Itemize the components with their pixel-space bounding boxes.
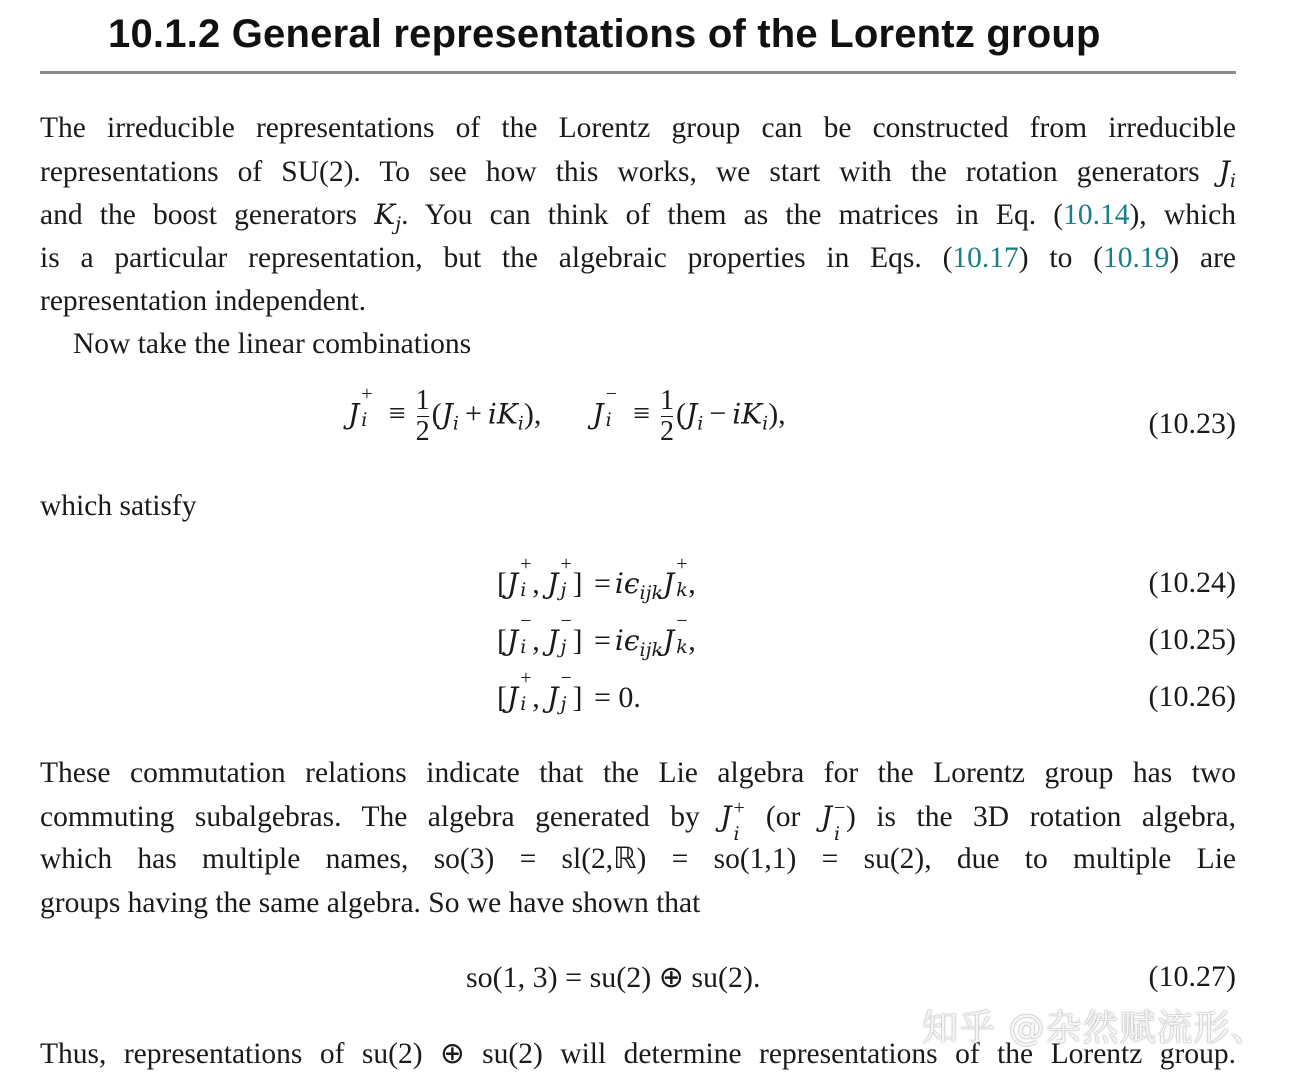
math-su2: SU(2) (281, 156, 354, 189)
text-line: representation independent. (40, 284, 367, 317)
equation-ref-link[interactable]: 10.17 (952, 241, 1019, 274)
equation-10-23: J + i ≡ $\frac{1}{2}$ $(J_i + iK_i)$, J − i ≡ $\frac{1}{2}$ $(J_i - iK_i)$, (348, 383, 786, 447)
text-line: representations of SU(2). To see how this works, we start with the rotation generators $J_i$ (40, 155, 1236, 193)
equation-number: (10.26) (1148, 680, 1236, 713)
math-algebra-names: so(3) = sl(2,ℝ) = so(1,1) = su(2) (433, 843, 925, 876)
math-K-j: $K_j$ (374, 198, 402, 236)
paragraph-which-satisfy (40, 485, 1236, 528)
text-line: which satisfy (40, 490, 197, 522)
equation-number: (10.23) (1148, 407, 1236, 440)
paragraph-commutation (40, 752, 1236, 925)
text-line: Thus, representations of su(2) ⊕ su(2) will determine representations of the Lorentz group. (40, 1038, 1236, 1070)
zhihu-watermark: 知乎 @杂然赋流形、 (922, 1008, 1268, 1049)
heading-rule (40, 71, 1236, 74)
math-J-i: $J_i$ (1218, 155, 1236, 193)
text-line: and the boost generators $K_j$. You can think of them as the matrices in Eq. (10.14), which (40, 198, 1236, 236)
equation-number: (10.25) (1148, 623, 1236, 656)
equation-number: (10.24) (1148, 566, 1236, 599)
text-line: which has multiple names, so(3) = sl(2,ℝ) = so(1,1) = su(2), due to multiple Lie (40, 843, 1236, 876)
text-line: The irreducible representations of the Lorentz group can be constructed from irreducible (40, 112, 1236, 144)
text-line: Now take the linear combinations (73, 328, 472, 360)
text-line: groups having the same algebra. So we have shown that (40, 886, 701, 919)
math-J-minus: J (820, 800, 833, 834)
equation-10-24: [J + i , J + j ] = $i\epsilon_{ijk}J$ + k , (497, 553, 696, 604)
equation-number: (10.27) (1148, 960, 1236, 993)
math-J-plus: J (720, 800, 732, 834)
equation-ref-link[interactable]: 10.19 (1103, 241, 1170, 274)
equation-10-26: [J + i , J − j ] = 0. (497, 667, 641, 715)
section-heading: 10.1.2 General representations of the Lorentz group (108, 12, 1101, 56)
text-line: commuting subalgebras. The algebra generated by J + i (or J − i ) is the 3D rotation algebra, (40, 796, 1236, 845)
equation-10-27: so(1, 3) = su(2) ⊕ su(2). (466, 961, 761, 994)
equation-ref-link[interactable]: 10.14 (1063, 199, 1130, 232)
equation-10-25: [J − i , J − j ] = $i\epsilon_{ijk}J$ − k , (497, 610, 696, 661)
text-line: is a particular representation, but the algebraic properties in Eqs. (10.17) to (10.19) are (40, 241, 1237, 274)
text-line: These commutation relations indicate that the Lie algebra for the Lorentz group has two (40, 757, 1236, 789)
paragraph-intro (40, 107, 1236, 323)
paragraph-linear-combinations (40, 323, 1236, 366)
